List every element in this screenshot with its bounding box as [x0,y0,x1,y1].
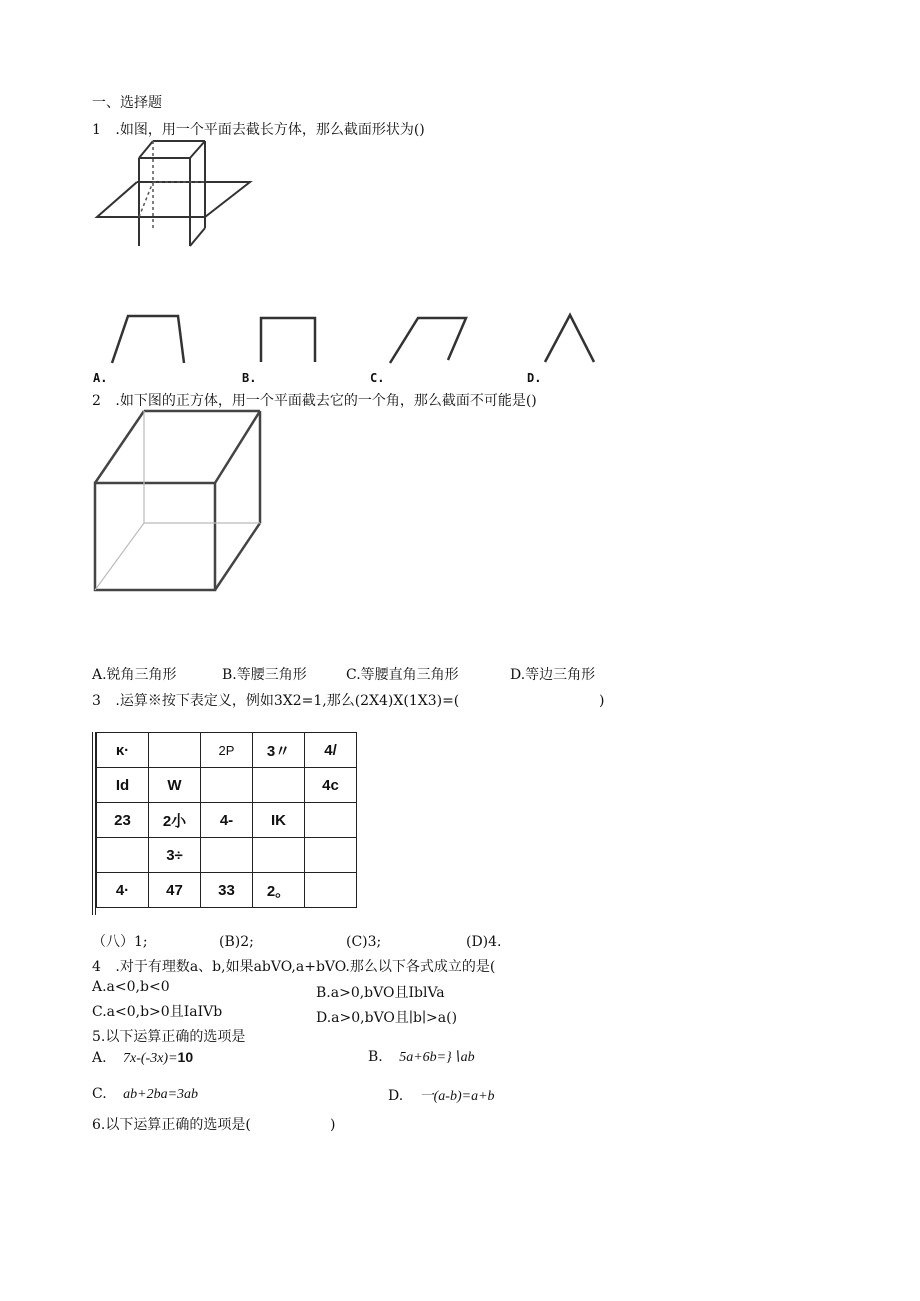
table-row [97,733,357,768]
q4-option-a: A.a<0,b<0 [92,979,170,995]
question-5: 5.以下运算正确的选项是 [92,1029,246,1045]
option-expression: 7x-(-3x)= [123,1051,178,1066]
table-cell [201,768,253,803]
q6-close-paren: ) [330,1117,336,1133]
table-cell: 4- [201,803,253,838]
table-cell: W [149,768,201,803]
table-cell [253,768,305,803]
table-cell [149,733,201,768]
table-cell [253,838,305,873]
question-4 [92,958,495,976]
operation-table [96,732,357,908]
table-cell: 3〃 [253,733,305,768]
question-text: .运算※按下表定义，例如3X2=1,那么(2X4)X(1X3)=( [115,693,460,709]
question-text: .如下图的正方体，用一个平面截去它的一个角，那么截面不可能是() [115,393,537,409]
table-cell: κ· [97,733,149,768]
q1-option-b-label: B. [242,371,257,385]
q2-cube-figure [92,408,264,593]
q3-option-a: （八）1; [92,934,148,950]
table-cell: 3÷ [149,838,201,873]
table-cell: 4/ [305,733,357,768]
q3-option-b: (B)2; [219,934,254,950]
q3-option-c: (C)3; [346,934,382,950]
table-cell [305,873,357,908]
q2-option-a: A.锐角三角形 [92,667,177,683]
question-number: 1 [92,122,101,138]
q4-option-d: D.a>0,bVO且∣b∣>a() [316,1010,458,1026]
option-label: A. [92,1050,107,1066]
section-title: 一、选择题 [92,95,162,111]
option-expression: 一(a-b)=a+b [419,1089,495,1104]
table-cell: 4· [97,873,149,908]
option-label: C. [92,1086,107,1102]
q5-option-c [92,1085,198,1104]
table-cell: 2P [201,733,253,768]
q1-option-a-shape [110,313,190,365]
question-6: 6.以下运算正确的选项是( [92,1117,251,1133]
q2-option-c: C.等腰直角三角形 [346,667,459,683]
option-label: D. [388,1088,404,1104]
table-cell: 2。 [253,873,305,908]
q5-option-d [388,1087,495,1106]
q3-close-paren: ) [599,693,605,709]
table-row [97,803,357,838]
question-number: 2 [92,393,101,409]
option-expression: 5a+6b=}∖ab [399,1050,475,1065]
q4-option-b: B.a>0,bVO且IblVa [316,985,445,1001]
table-cell: 23 [97,803,149,838]
q2-option-d: D.等边三角形 [510,667,596,683]
table-row [97,838,357,873]
table-cell: Id [97,768,149,803]
question-text: .对于有理数a、b,如果abVO,a+bVO.那么以下各式成立的是( [115,959,496,975]
table-cell [97,838,149,873]
q5-option-b [368,1048,475,1067]
table-cell: 4c [305,768,357,803]
q4-option-c: C.a<0,b>0且IaIVb [92,1004,223,1020]
table-cell [305,838,357,873]
question-number: 3 [92,693,101,709]
q1-option-a-label: A. [93,371,108,385]
q1-option-d-shape [542,312,600,364]
q5-option-a [92,1048,193,1068]
q1-option-c-shape [388,315,470,365]
q3-option-d: (D)4. [466,934,502,950]
q1-cuboid-figure [95,138,255,248]
table-cell: IK [253,803,305,838]
question-text: .如图，用一个平面去截长方体，那么截面形状为() [115,122,425,138]
option-expression: ab+2ba=3ab [123,1087,199,1102]
option-expression-tail: 10 [177,1049,194,1065]
question-3 [92,692,459,710]
table-row [97,768,357,803]
q1-option-c-label: C. [370,371,385,385]
table-cell: 47 [149,873,201,908]
q1-option-b-shape [258,315,320,363]
question-1 [92,121,425,139]
table-row [97,873,357,908]
table-cell: 33 [201,873,253,908]
option-label: B. [368,1049,383,1065]
table-cell [305,803,357,838]
question-number: 4 [92,959,101,975]
table-cell: 2小 [149,803,201,838]
table-cell [201,838,253,873]
q1-option-d-label: D. [527,371,542,385]
q2-option-b: B.等腰三角形 [222,667,307,683]
